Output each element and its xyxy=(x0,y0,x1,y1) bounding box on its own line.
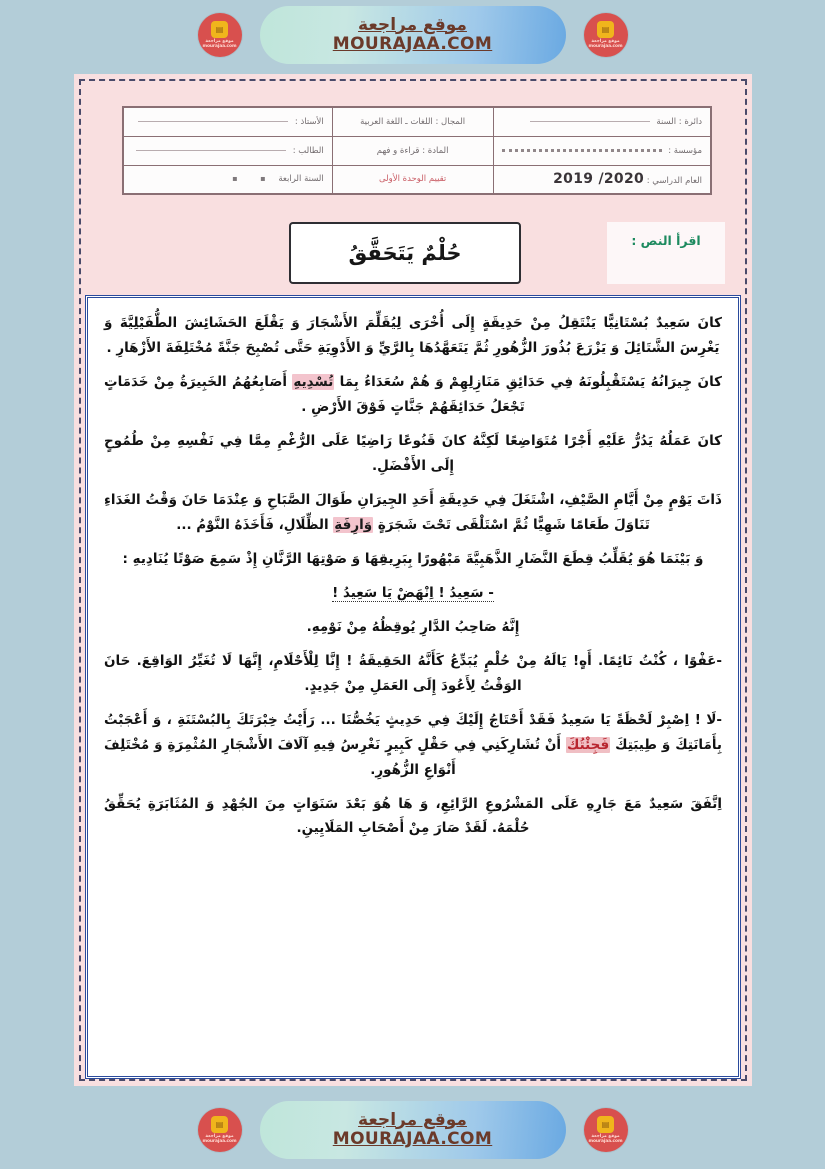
table-row xyxy=(123,136,711,165)
logo-caption-left: موقع مراجعة mourajaa.com xyxy=(202,1133,237,1144)
worksheet-page xyxy=(74,74,752,1086)
table-row xyxy=(123,165,711,194)
info-cell-subject: المادة : قراءة و فهم xyxy=(332,136,493,165)
logo-caption-right: موقع مراجعة mourajaa.com xyxy=(588,38,623,49)
site-logo-right xyxy=(584,1108,628,1152)
logo-caption-right: موقع مراجعة mourajaa.com xyxy=(588,1133,623,1144)
school-info-table xyxy=(122,106,712,195)
blank-line xyxy=(138,121,288,122)
lesson-title-box xyxy=(289,222,521,284)
banner-url-bottom[interactable]: MOURAJAA.COM xyxy=(332,1128,493,1149)
page-title: حُلْمٌ يَتَحَقَّقُ xyxy=(348,241,462,265)
dialogue-line-3: -لَا ! اِصْبِرْ لَحْظَةً يَا سَعِيدُ فَقَدْ أَحْتَاجُ إِلَيْكَ فِي حَدِيثٍ يَخُصُّنَا ... رَأَيْتُ خِبْرَتَكَ بِالبُسْتَنَةِ ، وَ أَعْجَبْتُ بِأَمَانَتِكَ وَ طِيبَتِكَ فَجِئْتُكَ أَنْ تُشَارِكَنِي فِي حَقْلٍ كَبِيرٍ نَغْرِسُ فِيهِ آلَافَ الأَشْجَارِ المُثْمِرَةِ وَ مُخْتَلِفَ أَنْوَاعِ الزُّهُورِ. xyxy=(104,711,722,778)
highlighted-word-tusdihi: تُسْدِيهِ xyxy=(293,373,334,390)
book-icon: ▤ xyxy=(597,21,614,38)
site-logo-left xyxy=(198,13,242,57)
book-icon: ▤ xyxy=(211,21,228,38)
paragraph-5: وَ بَيْنَمَا هُوَ يُقَلِّبُ قِطَعَ النَّضَارِ الذَّهَبِيَّةَ مَبْهُورًا بِبَرِيقِهَا وَ صَوْتِهَا الرَّنَّانِ إِذْ سَمِعَ صَوْتًا يُنَادِيهِ : xyxy=(122,550,704,567)
highlighted-word-warifa: وَارِفَةِ xyxy=(334,516,373,533)
dotted-blank xyxy=(502,149,662,152)
paragraph-6: إِنَّهُ صَاحِبُ الدَّارِ يُوقِظُهُ مِنْ نَوْمِهِ. xyxy=(306,618,520,635)
top-banner xyxy=(0,4,825,66)
banner-url-top[interactable]: MOURAJAA.COM xyxy=(332,33,493,54)
blank-line xyxy=(530,121,650,122)
banner-pill-top xyxy=(202,6,623,64)
read-instruction-box xyxy=(607,222,725,284)
info-cell-district: دائرة : السنة xyxy=(493,107,711,136)
paragraph-4: ذَاتَ يَوْمٍ مِنْ أَيَّامِ الصَّيْفِ، اشْتَغَلَ فِي حَدِيقَةِ أَحَدِ الجِيرَانِ طَوَالَ الصَّبَاحِ وَ عِنْدَمَا حَانَ وَقْتُ الغَدَاءِ تَنَاوَلَ طَعَامًا شَهِيًّا ثُمَّ اسْتَلْقَى تَحْتَ شَجَرَةٍ وَارِفَةِ الظِّلَالِ، فَأَخَذَهُ النَّوْمُ ... xyxy=(104,491,722,533)
academic-year-value: 2019 /2020 xyxy=(553,171,645,188)
info-cell-student: الطالب : xyxy=(123,136,332,165)
dialogue-line-2: -عَفْوًا ، كُنْتُ نَائِمًا. أَهٍ! يَالَهُ مِنْ حُلْمٍ يُبَدِّعُ كَأَنَّهُ الحَقِيقَةُ ! إِنَّا لِلْأَحْلَامِ، إِنَّهَا لَا تُغَيِّرُ الوَاقِعَ. حَانَ الوَقْتُ لِأَعُودَ إِلَى العَمَلِ مِنْ جَدِيدٍ. xyxy=(104,652,722,694)
site-logo-right xyxy=(584,13,628,57)
paragraph-3: كانَ عَمَلُهُ يَدُرُّ عَلَيْهِ أَجْرًا مُتَوَاضِعًا لَكِنَّهُ كانَ قَنُوعًا رَاضِيًا عَلَى الرُّغْمِ مِمَّا فِي نَفْسِهِ مِنْ طُمُوحٍ إِلَى الأَفْضَلِ. xyxy=(104,432,722,474)
dialogue-line-1: - سَعِيدُ ! اِنْهَضْ يَا سَعِيدُ ! xyxy=(332,584,494,601)
info-cell-grade: السنة الرابعة ▪ ▪ xyxy=(123,165,332,194)
checkbox-marks: ▪ ▪ xyxy=(232,174,276,184)
reading-text-container xyxy=(85,295,741,1079)
banner-pill-bottom xyxy=(202,1101,623,1159)
bottom-banner xyxy=(0,1099,825,1161)
blank-line xyxy=(136,150,286,151)
info-cell-institution: مؤسسة : xyxy=(493,136,711,165)
table-row xyxy=(123,107,711,136)
info-cell-teacher: الأستاذ : xyxy=(123,107,332,136)
info-cell-domain: المجال : اللغات ـ اللغة العربية xyxy=(332,107,493,136)
logo-caption-left: موقع مراجعة mourajaa.com xyxy=(202,38,237,49)
site-logo-left xyxy=(198,1108,242,1152)
book-icon: ▤ xyxy=(597,1116,614,1133)
highlighted-word-fajitoka: فَجِئْتُكَ xyxy=(567,736,610,753)
book-icon: ▤ xyxy=(211,1116,228,1133)
info-cell-academic-year: العام الدراسي : 2019 /2020 xyxy=(493,165,711,194)
paragraph-1: كانَ سَعِيدٌ بُسْتَانِيًّا يَنْتَقِلُ مِنْ حَدِيقَةٍ إِلَى أُخْرَى لِيُقَلِّمَ الأَشْجَارَ وَ يَقْلَعَ الحَشَائِشَ الطُّفَيْلِيَّةَ وَ يَغْرِسَ الشَّتَائِلَ وَ يَزْرَعَ بُذُورَ الزُّهُورِ ثُمَّ يَتَعَهَّدُهَا بِالرَّيِّ وَ الأَدْوِيَةِ حَتَّى تُصْبِحَ جَنَّةً مُخْتَلِفَةَ الأَزْهَارِ . xyxy=(104,315,722,356)
paragraph-9: اِتَّفَقَ سَعِيدٌ مَعَ جَارِهِ عَلَى المَشْرُوعِ الرَّائِعِ، وَ هَا هُوَ بَعْدَ سَنَوَاتٍ مِنَ الجُهْدِ وَ المُثَابَرَةِ يُحَقِّقُ حُلْمَهُ. لَقَدْ صَارَ مِنْ أَصْحَابِ المَلَايِينِ. xyxy=(104,795,722,837)
read-instruction-label: اقرأ النص : xyxy=(631,233,701,248)
info-cell-assessment: تقييم الوحدة الأولى xyxy=(332,165,493,194)
paragraph-2: كانَ جِيرَانُهُ يَسْتَقْبِلُونَهُ فِي حَدَائِقِ مَنَازِلِهِمْ وَ هُمْ سُعَدَاءُ بِمَا تُسْدِيهِ أَصَابِعُهُمُ الخَبِيرَةُ مِنْ خَدَمَاتٍ تَجْعَلُ حَدَائِقَهُمْ جَنَّاتٍ فَوْقَ الأَرْضِ . xyxy=(104,373,722,415)
title-row xyxy=(74,222,752,284)
banner-title-arabic-top: موقع مراجعة xyxy=(358,14,467,35)
banner-title-arabic-bottom: موقع مراجعة xyxy=(358,1109,467,1130)
